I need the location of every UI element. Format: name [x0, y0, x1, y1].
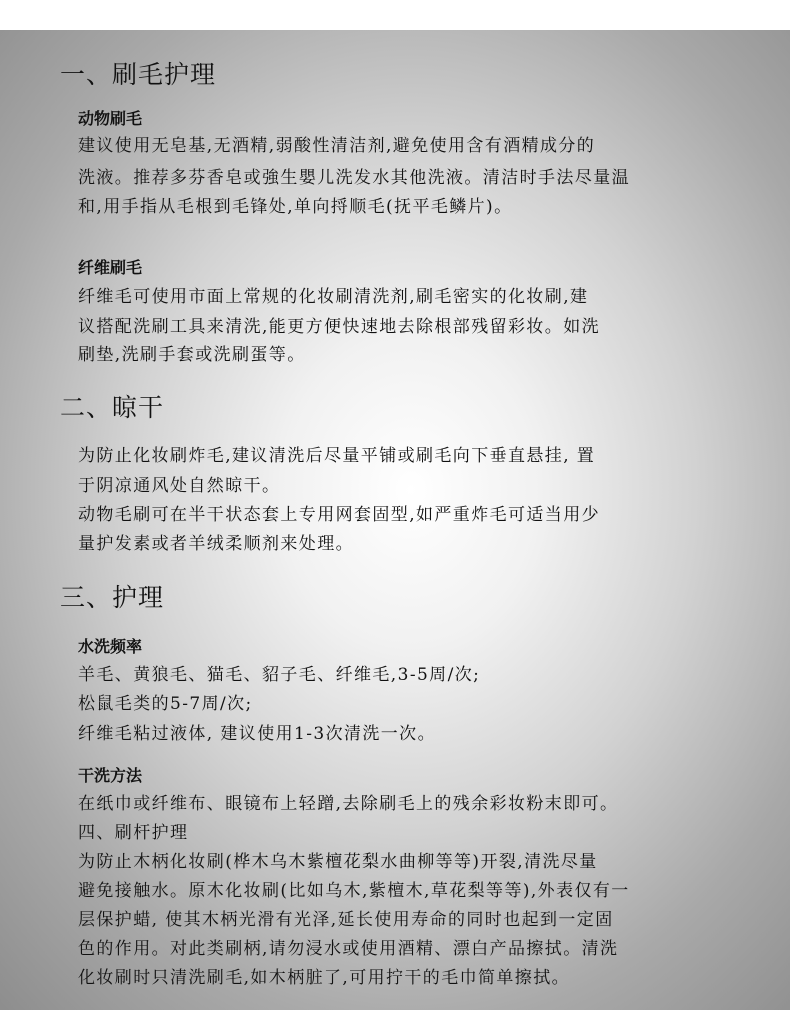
paragraph-line: 羊毛、黄狼毛、猫毛、貂子毛、纤维毛,3-5周/次; — [78, 665, 481, 685]
paragraph-line: 色的作用。对此类刷柄,请勿浸水或使用酒精、漂白产品擦拭。清洗 — [78, 939, 619, 959]
section-title-maintenance: 三、护理 — [60, 583, 165, 612]
paragraph-line: 动物毛刷可在半干状态套上专用网套固型,如严重炸毛可适当用少 — [78, 505, 601, 525]
paragraph-line: 洗液。推荐多芬香皂或強生嬰儿洗发水其他洗液。清洁时手法尽量温 — [78, 168, 630, 188]
paragraph-line: 层保护蜡, 使其木柄光滑有光泽,延长使用寿命的同时也起到一定固 — [78, 910, 614, 930]
paragraph-line: 议搭配洗刷工具来清洗,能更方便快速地去除根部残留彩妆。如洗 — [78, 317, 601, 337]
paragraph-line: 化妆刷时只清洗刷毛,如木柄脏了,可用拧干的毛巾简单擦拭。 — [78, 968, 571, 988]
paragraph-line: 为防止木柄化妆刷(桦木乌木紫檀花梨水曲柳等等)开裂,清洗尽量 — [78, 852, 598, 872]
subsection-title-animal-hair: 动物刷毛 — [78, 109, 143, 128]
paragraph-line: 松鼠毛类的5-7周/次; — [78, 694, 253, 714]
paragraph-line: 纤维毛粘过液体, 建议使用1-3次清洗一次。 — [78, 724, 436, 744]
paragraph-line: 四、刷杆护理 — [78, 823, 189, 843]
subsection-title-synthetic-hair: 纤维刷毛 — [78, 258, 143, 277]
paragraph-line: 刷垫,洗刷手套或洗刷蛋等。 — [78, 345, 306, 365]
subsection-title-wash-frequency: 水洗频率 — [78, 637, 143, 656]
paragraph-line: 纤维毛可使用市面上常规的化妆刷清洗剂,刷毛密实的化妆刷,建 — [78, 287, 589, 307]
section-title-drying: 二、晾干 — [60, 393, 165, 422]
paragraph-line: 在纸巾或纤维布、眼镜布上轻蹭,去除刷毛上的残余彩妆粉末即可。 — [78, 794, 619, 814]
paragraph-line: 量护发素或者羊绒柔顺剂来处理。 — [78, 534, 354, 554]
paragraph-line: 和,用手指从毛根到毛锋处,单向捋顺毛(抚平毛鳞片)。 — [78, 197, 513, 217]
paragraph-line: 避免接触水。原木化妆刷(比如乌木,紫檀木,草花梨等等),外表仅有一 — [78, 881, 630, 901]
section-title-brush-hair-care: 一、刷毛护理 — [60, 60, 217, 89]
paragraph-line: 为防止化妆刷炸毛,建议清洗后尽量平铺或刷毛向下垂直悬挂, 置 — [78, 446, 596, 466]
subsection-title-dry-cleaning: 干洗方法 — [78, 766, 143, 785]
paragraph-line: 建议使用无皂基,无酒精,弱酸性清洁剂,避免使用含有酒精成分的 — [78, 136, 596, 156]
paragraph-line: 于阴凉通风处自然晾干。 — [78, 476, 281, 496]
